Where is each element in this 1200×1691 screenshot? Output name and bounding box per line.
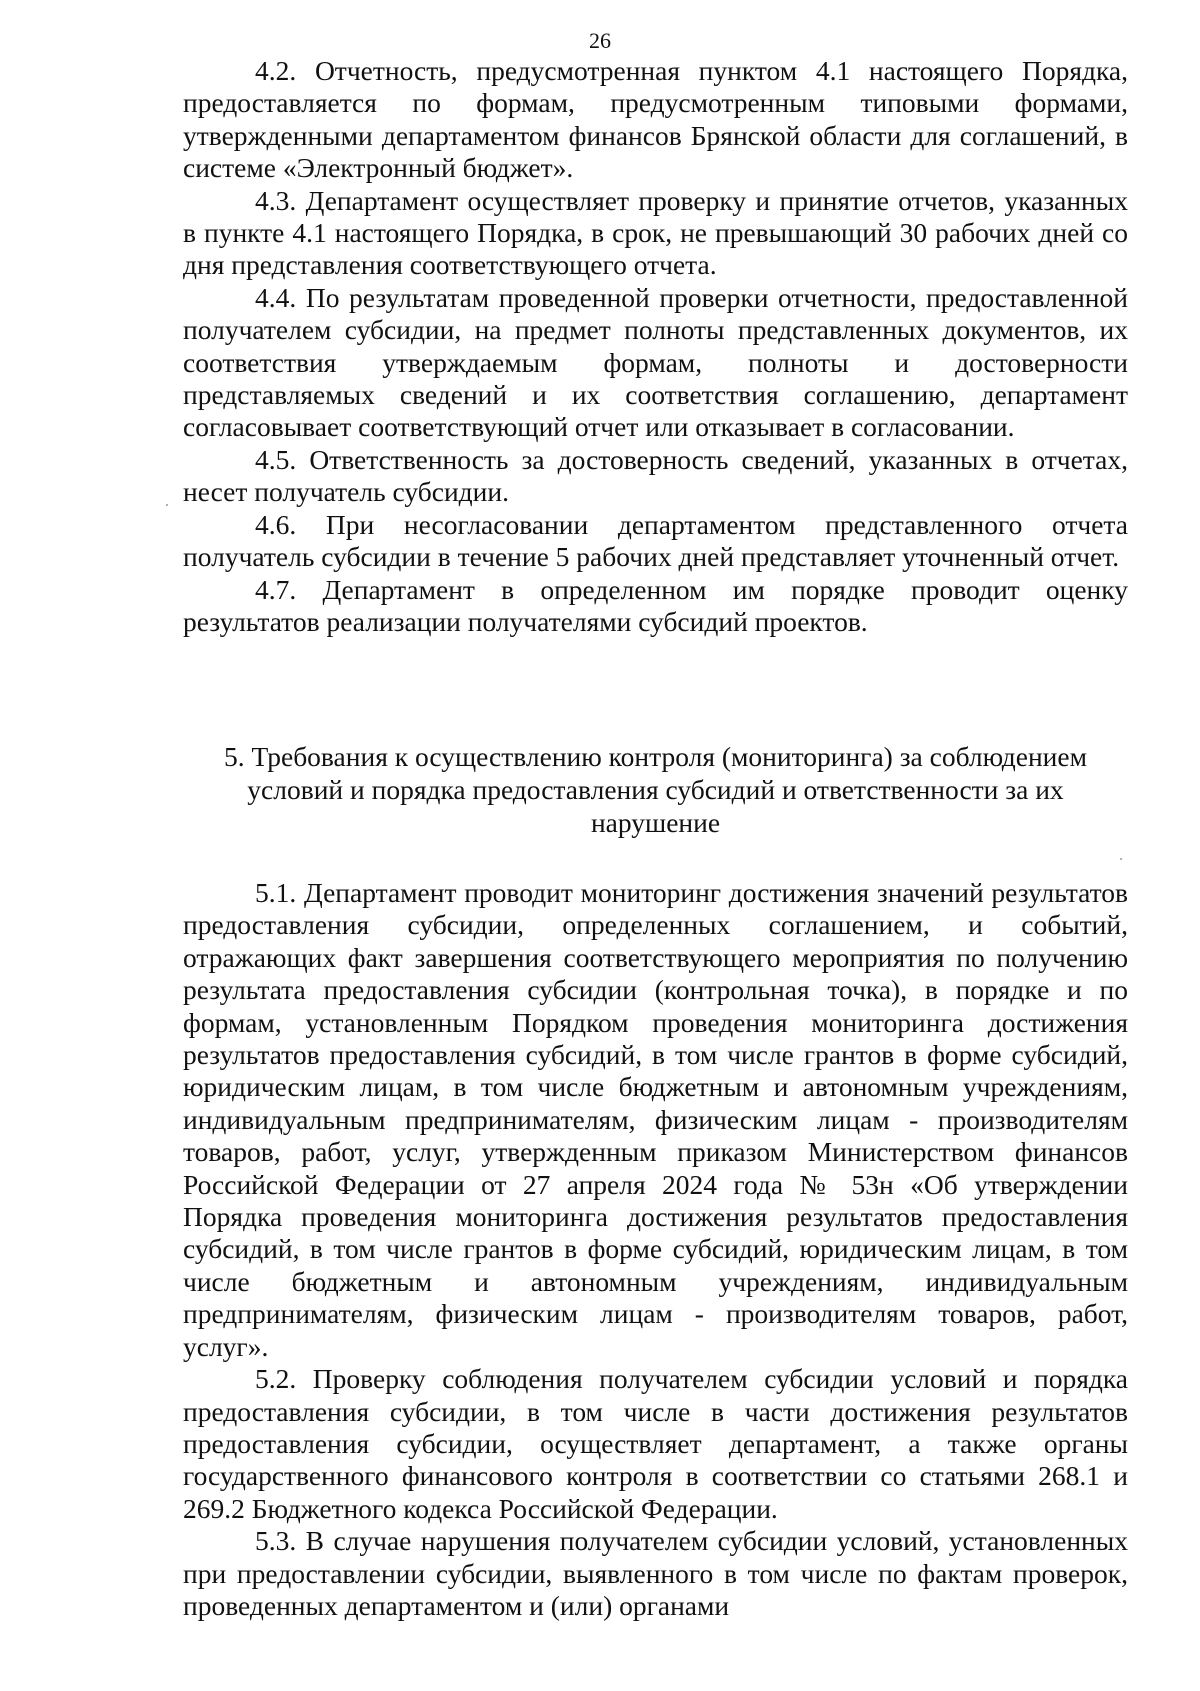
section-5-heading: 5. Требования к осуществлению контроля (мониторинга) за соблюдением условий и порядка предоставления субсидий и ответственности за их нарушение (223, 741, 1088, 838)
paragraph-5-3: 5.3. В случае нарушения получателем субсидии условий, установленных при предоставлении субсидии, выявленного в том числе по фактам проверок, проведенных департаментом и (или) органами (183, 1525, 1128, 1621)
paragraph-4-7: 4.7. Департамент в определенном им порядке проводит оценку результатов реализации получателями субсидий проектов. (183, 573, 1128, 637)
section-5-text (183, 877, 1128, 1622)
paragraph-4-2: 4.2. Отчетность, предусмотренная пунктом 4.1 настоящего Порядка, предоставляется по формам, предусмотренным типовыми формами, утвержденными департаментом финансов Брянской области для соглашений, в системе «Электронный бюджет». (183, 55, 1128, 184)
paragraph-4-5: 4.5. Ответственность за достоверность сведений, указанных в отчетах, несет получатель субсидии. (183, 443, 1128, 508)
paragraph-5-1: 5.1. Департамент проводит мониторинг достижения значений результатов предоставления субсидии, определенных соглашением, и событий, отражающих факт завершения соответствующего мероприятия по получению результата предоставления субсидии (контрольная точка), в порядке и по формам, установленным Порядком проведения мониторинга достижения результатов предоставления субсидий, в том числе грантов в форме субсидий, юридическим лицам, в том числе бюджетным и автономным учреждениям, индивидуальным предпринимателям, физическим лицам - производителям товаров, работ, услуг, утвержденным приказом Министерством финансов Российской Федерации от 27 апреля 2024 года № 53н «Об утверждении Порядка проведения мониторинга достижения результатов предоставления субсидий, в том числе грантов в форме субсидий, юридическим лицам, в том числе бюджетным и автономным учреждениям, индивидуальным предпринимателям, физическим лицам - производителям товаров, работ, услуг». (183, 877, 1128, 1362)
paragraph-4-6: 4.6. При несогласовании департаментом представленного отчета получатель субсидии в течение 5 рабочих дней представляет уточненный отчет. (183, 508, 1128, 573)
section-4-text (183, 55, 1128, 638)
paragraph-4-3: 4.3. Департамент осуществляет проверку и принятие отчетов, указанных в пункте 4.1 настоящего Порядка, в срок, не превышающий 30 рабочих дней со дня представления соответствующего отчета. (183, 184, 1128, 281)
paragraph-4-4: 4.4. По результатам проведенной проверки отчетности, предоставленной получателем субсидии, на предмет полноты представленных документов, их соответствия утверждаемым формам, полноты и достоверности представляемых сведений и их соответствия соглашению, департамент согласовывает соответствующий отчет или отказывает в согласовании. (183, 281, 1128, 443)
paragraph-5-2: 5.2. Проверку соблюдения получателем субсидии условий и порядка предоставления субсидии, в том числе в части достижения результатов предоставления субсидии, осуществляет департамент, а также органы государственного финансового контроля в соответствии со статьями 268.1 и 269.2 Бюджетного кодекса Российской Федерации. (183, 1363, 1128, 1524)
scan-speck (166, 504, 168, 506)
scan-speck (1120, 858, 1122, 860)
page-number: 26 (589, 28, 611, 53)
